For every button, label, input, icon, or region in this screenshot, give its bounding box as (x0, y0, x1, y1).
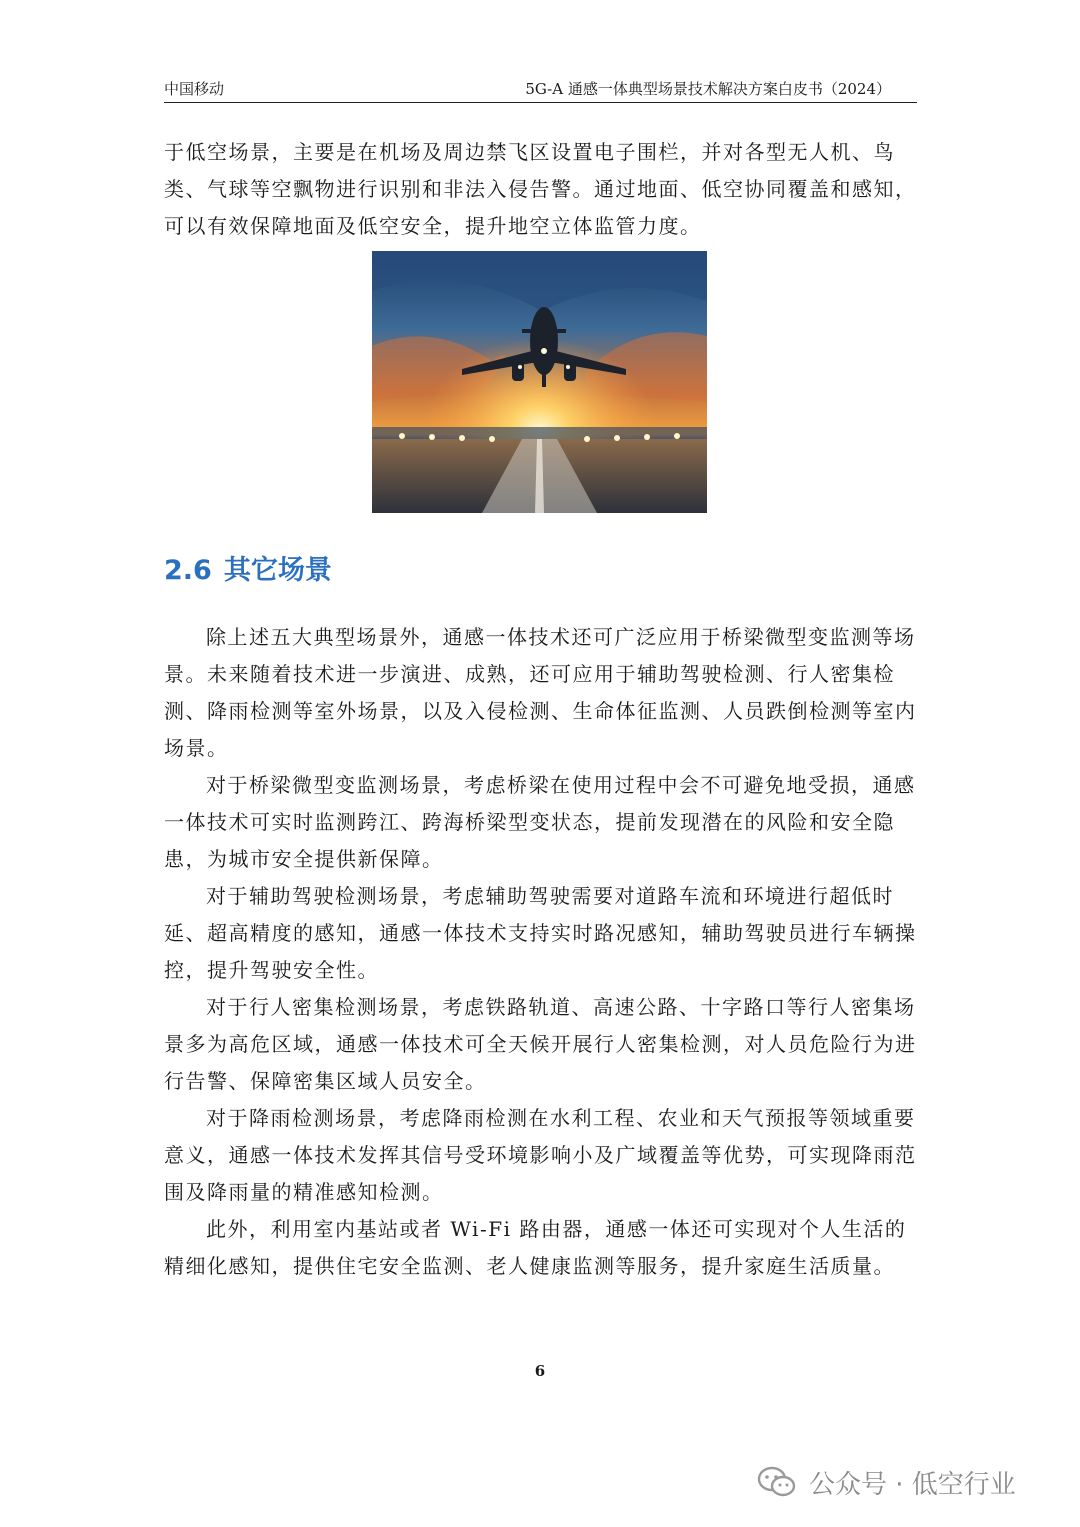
page-header (164, 78, 917, 103)
watermark-text: 公众号 · 低空行业 (809, 1469, 1016, 1500)
body-paragraph: 对于辅助驾驶检测场景，考虑辅助驾驶需要对道路车流和环境进行超低时延、超高精度的感知，通感一体技术支持实时路况感知，辅助驾驶员进行车辆操控，提升驾驶安全性。 (164, 884, 917, 982)
airplane-illustration (372, 251, 707, 513)
section-heading (164, 548, 332, 587)
body-paragraph: 对于桥梁微型变监测场景，考虑桥梁在使用过程中会不可避免地受损，通感一体技术可实时监测跨江、跨海桥梁型变状态，提前发现潜在的风险和安全隐患，为城市安全提供新保障。 (164, 773, 916, 871)
section-number: 2.6 (164, 555, 212, 586)
section-body (164, 619, 920, 1285)
header-document-title: 5G-A 通感一体典型场景技术解决方案白皮书（2024） (525, 80, 891, 98)
wechat-icon (757, 1465, 797, 1499)
body-paragraph: 对于降雨检测场景，考虑降雨检测在水利工程、农业和天气预报等领域重要意义，通感一体技术发挥其信号受环境影响小及广域覆盖等优势，可实现降雨范围及降雨量的精准感知检测。 (164, 1106, 917, 1204)
body-paragraph: 除上述五大典型场景外，通感一体技术还可广泛应用于桥梁微型变监测等场景。未来随着技术进一步演进、成熟，还可应用于辅助驾驶检测、行人密集检测、降雨检测等室外场景，以及入侵检测、生命体征监测、人员跌倒检测等室内场景。 (164, 625, 917, 760)
body-paragraph: 此外，利用室内基站或者 Wi-Fi 路由器，通感一体还可实现对个人生活的精细化感知，提供住宅安全监测、老人健康监测等服务，提升家庭生活质量。 (164, 1217, 907, 1278)
page-number: 6 (534, 1362, 546, 1380)
section-title: 其它场景 (223, 555, 332, 586)
intro-paragraph: 于低空场景，主要是在机场及周边禁飞区设置电子围栏，并对各型无人机、鸟类、气球等空飘物进行识别和非法入侵告警。通过地面、低空协同覆盖和感知，可以有效保障地面及低空安全，提升地空立体监管力度。 (164, 140, 917, 238)
wechat-watermark (757, 1462, 1016, 1502)
airplane-takeoff-image (372, 251, 707, 513)
body-paragraph: 对于行人密集检测场景，考虑铁路轨道、高速公路、十字路口等行人密集场景多为高危区域，通感一体技术可全天候开展行人密集检测，对人员危险行为进行告警、保障密集区域人员安全。 (164, 995, 917, 1093)
intro-text (164, 134, 920, 245)
header-org: 中国移动 (164, 80, 225, 98)
